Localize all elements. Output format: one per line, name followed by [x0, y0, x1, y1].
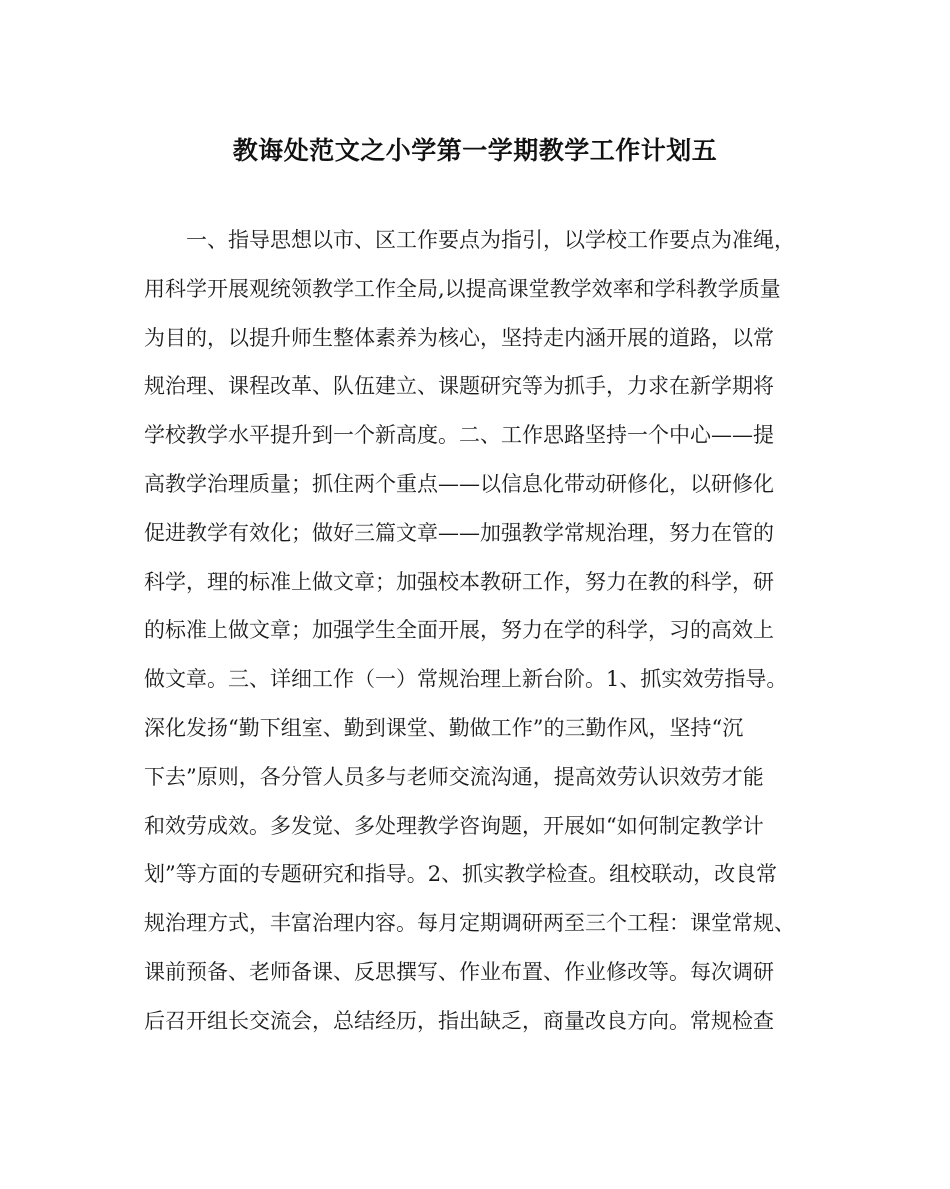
body-line: 为目的，以提升师生整体素养为核心，坚持走内涵开展的道路，以常: [144, 325, 774, 350]
body-line: 后召开组长交流会，总结经历，指出缺乏，商量改良方向。常规检查: [144, 1008, 774, 1033]
body-line: 学校教学水平提升到一个新高度。二、工作思路坚持一个中心——提: [144, 423, 774, 448]
body-line: 用科学开展观统领教学工作全局,以提高课堂教学效率和学科教学质量: [144, 276, 781, 301]
body-line: 下去”原则，各分管人员多与老师交流沟通，提高效劳认识效劳才能: [144, 764, 764, 789]
body-line: 深化发扬“勤下组室、勤到课堂、勤做工作”的三勤作风，坚持“沉: [144, 715, 744, 740]
body-line: 做文章。三、详细工作（一）常规治理上新台阶。1、抓实效劳指导。: [144, 667, 788, 692]
body-line: 高教学治理质量；抓住两个重点——以信息化带动研修化，以研修化: [144, 471, 774, 496]
body-line: 规治理方式，丰富治理内容。每月定期调研两至三个工程：课堂常规、: [144, 911, 795, 936]
body-line: 的标准上做文章；加强学生全面开展，努力在学的科学，习的高效上: [144, 618, 774, 643]
body-line: 科学，理的标准上做文章；加强校本教研工作，努力在教的科学，研: [144, 569, 774, 594]
document-title: 教诲处范文之小学第一学期教学工作计划五: [232, 136, 718, 165]
body-line: 一、指导思想以市、区工作要点为指引，以学校工作要点为准绳，: [186, 228, 795, 252]
body-line: 和效劳成效。多发觉、多处理教学咨询题，开展如“如何制定教学计: [144, 813, 764, 838]
body-line: 课前预备、老师备课、反思撰写、作业布置、作业修改等。每次调研: [144, 959, 774, 984]
body-line: 划”等方面的专题研究和指导。2、抓实教学检查。组校联动，改良常: [144, 862, 778, 887]
body-line: 促进教学有效化；做好三篇文章——加强教学常规治理，努力在管的: [144, 520, 774, 545]
document-body: [144, 222, 814, 1052]
body-line: 规治理、课程改革、队伍建立、课题研究等为抓手，力求在新学期将: [144, 374, 774, 399]
